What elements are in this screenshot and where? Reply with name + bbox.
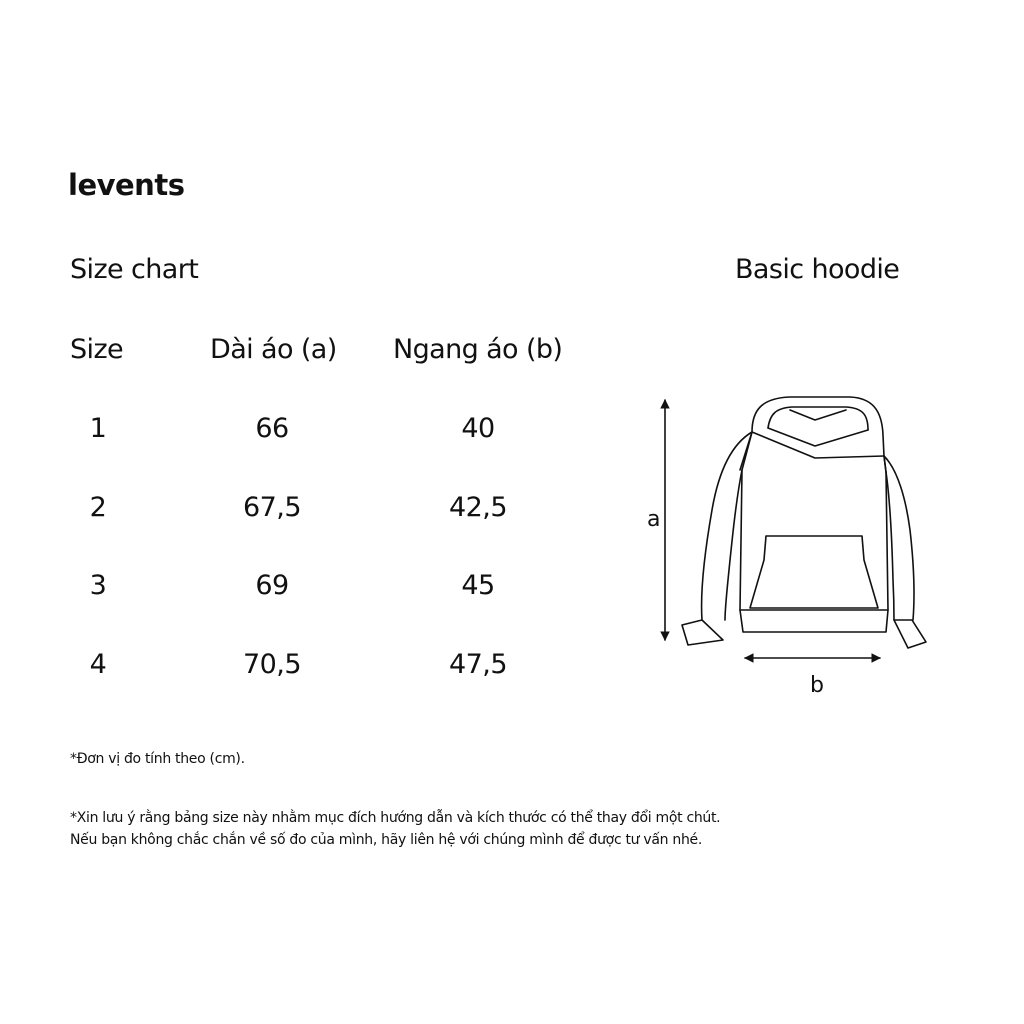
header-length: Dài áo (a) [210, 334, 337, 365]
disclaimer-line-2: Nếu bạn không chắc chắn về số đo của mình, hãy liên hệ với chúng mình để được tư vấn nhé. [70, 832, 702, 848]
cell-width: 45 [461, 570, 495, 601]
cell-width: 42,5 [448, 492, 508, 523]
cell-size: 4 [89, 649, 107, 680]
hoodie-icon [640, 380, 910, 700]
header-width: Ngang áo (b) [393, 334, 563, 365]
cell-size: 2 [89, 492, 107, 523]
cell-width: 47,5 [448, 649, 508, 680]
cell-length: 67,5 [242, 492, 302, 523]
header-size: Size [70, 334, 124, 365]
chart-title: Size chart [70, 254, 199, 285]
dimension-a-label: a [647, 507, 661, 532]
cell-length: 69 [255, 570, 289, 601]
cell-length: 70,5 [242, 649, 302, 680]
cell-length: 66 [255, 413, 289, 444]
product-name: Basic hoodie [735, 254, 900, 285]
cell-size: 1 [89, 413, 107, 444]
cell-size: 3 [89, 570, 107, 601]
cell-width: 40 [461, 413, 495, 444]
unit-note: *Đơn vị đo tính theo (cm). [70, 751, 245, 767]
disclaimer-line-1: *Xin lưu ý rằng bảng size này nhằm mục đích hướng dẫn và kích thước có thể thay đổi một chút. [70, 810, 721, 826]
brand-logo: levents [68, 168, 185, 202]
dimension-b-label: b [810, 673, 824, 698]
